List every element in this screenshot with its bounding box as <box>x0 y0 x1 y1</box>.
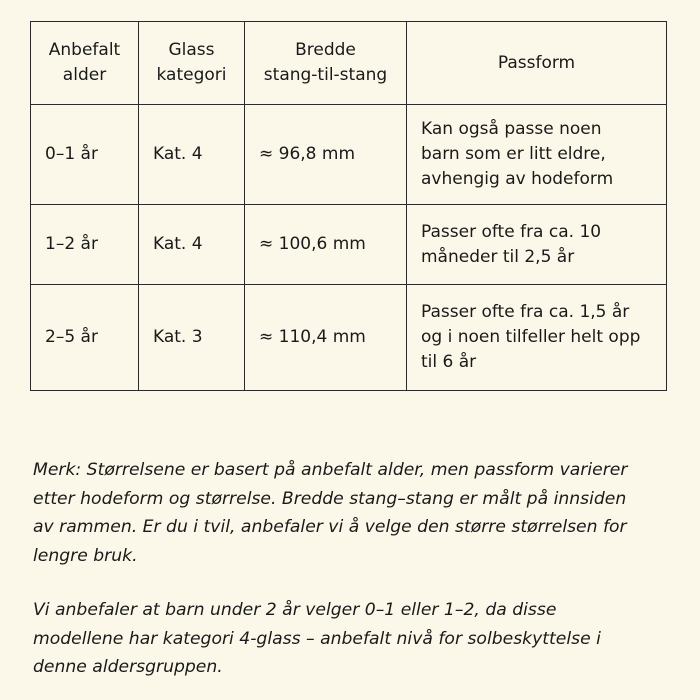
header-line: Anbefalt <box>48 40 121 60</box>
cell-category: Kat. 3 <box>139 285 245 391</box>
table-header-row <box>31 22 667 105</box>
cell-category: Kat. 4 <box>139 105 245 205</box>
fit-line: Passer ofte fra ca. 10 <box>421 221 602 242</box>
recommendation-note <box>33 596 673 682</box>
table-row <box>31 285 667 391</box>
cell-width: ≈ 96,8 mm <box>245 105 407 205</box>
fit-line: og i noen tilfeller helt opp <box>421 327 641 347</box>
table-row <box>31 105 667 205</box>
note-line: denne aldersgruppen. <box>33 657 223 677</box>
header-line: Passform <box>497 52 576 73</box>
note-line: Merk: Størrelsene er basert på anbefalt alder, men passform varierer <box>33 460 628 480</box>
fit-line: til 6 år <box>421 352 477 372</box>
fit-line: Passer ofte fra ca. 1,5 år <box>421 302 630 322</box>
header-temple-width <box>245 22 407 105</box>
cell-age: 0–1 år <box>31 105 139 205</box>
table-row <box>31 205 667 285</box>
header-line: Bredde <box>295 40 356 60</box>
cell-age: 1–2 år <box>31 205 139 285</box>
cell-age: 2–5 år <box>31 285 139 391</box>
fit-line: barn som er litt eldre, <box>421 144 606 164</box>
note-line: Vi anbefaler at barn under 2 år velger 0–1 eller 1–2, da disse <box>33 600 557 620</box>
note-line: etter hodeform og størrelse. Bredde stang–stang er målt på innsiden <box>33 488 627 509</box>
header-line: Glass <box>168 40 215 60</box>
header-line: stang-til-stang <box>263 65 388 85</box>
fit-line: måneder til 2,5 år <box>421 246 575 267</box>
header-line: kategori <box>156 65 227 85</box>
cell-category: Kat. 4 <box>139 205 245 285</box>
cell-fit <box>407 105 667 205</box>
cell-fit <box>407 205 667 285</box>
cell-width: ≈ 100,6 mm <box>245 205 407 285</box>
header-line: alder <box>62 65 107 85</box>
cell-width: ≈ 110,4 mm <box>245 285 407 391</box>
fit-line: Kan også passe noen <box>421 119 602 139</box>
note-line: lengre bruk. <box>33 545 138 566</box>
header-glass-category <box>139 22 245 105</box>
size-note <box>33 456 673 570</box>
note-line: av rammen. Er du i tvil, anbefaler vi å velge den større størrelsen for <box>33 517 627 537</box>
fit-line: avhengig av hodeform <box>421 169 614 189</box>
header-recommended-age <box>31 22 139 105</box>
header-fit <box>407 22 667 105</box>
cell-fit <box>407 285 667 391</box>
note-line: modellene har kategori 4-glass – anbefalt nivå for solbeskyttelse i <box>33 628 601 649</box>
size-table <box>30 21 667 391</box>
